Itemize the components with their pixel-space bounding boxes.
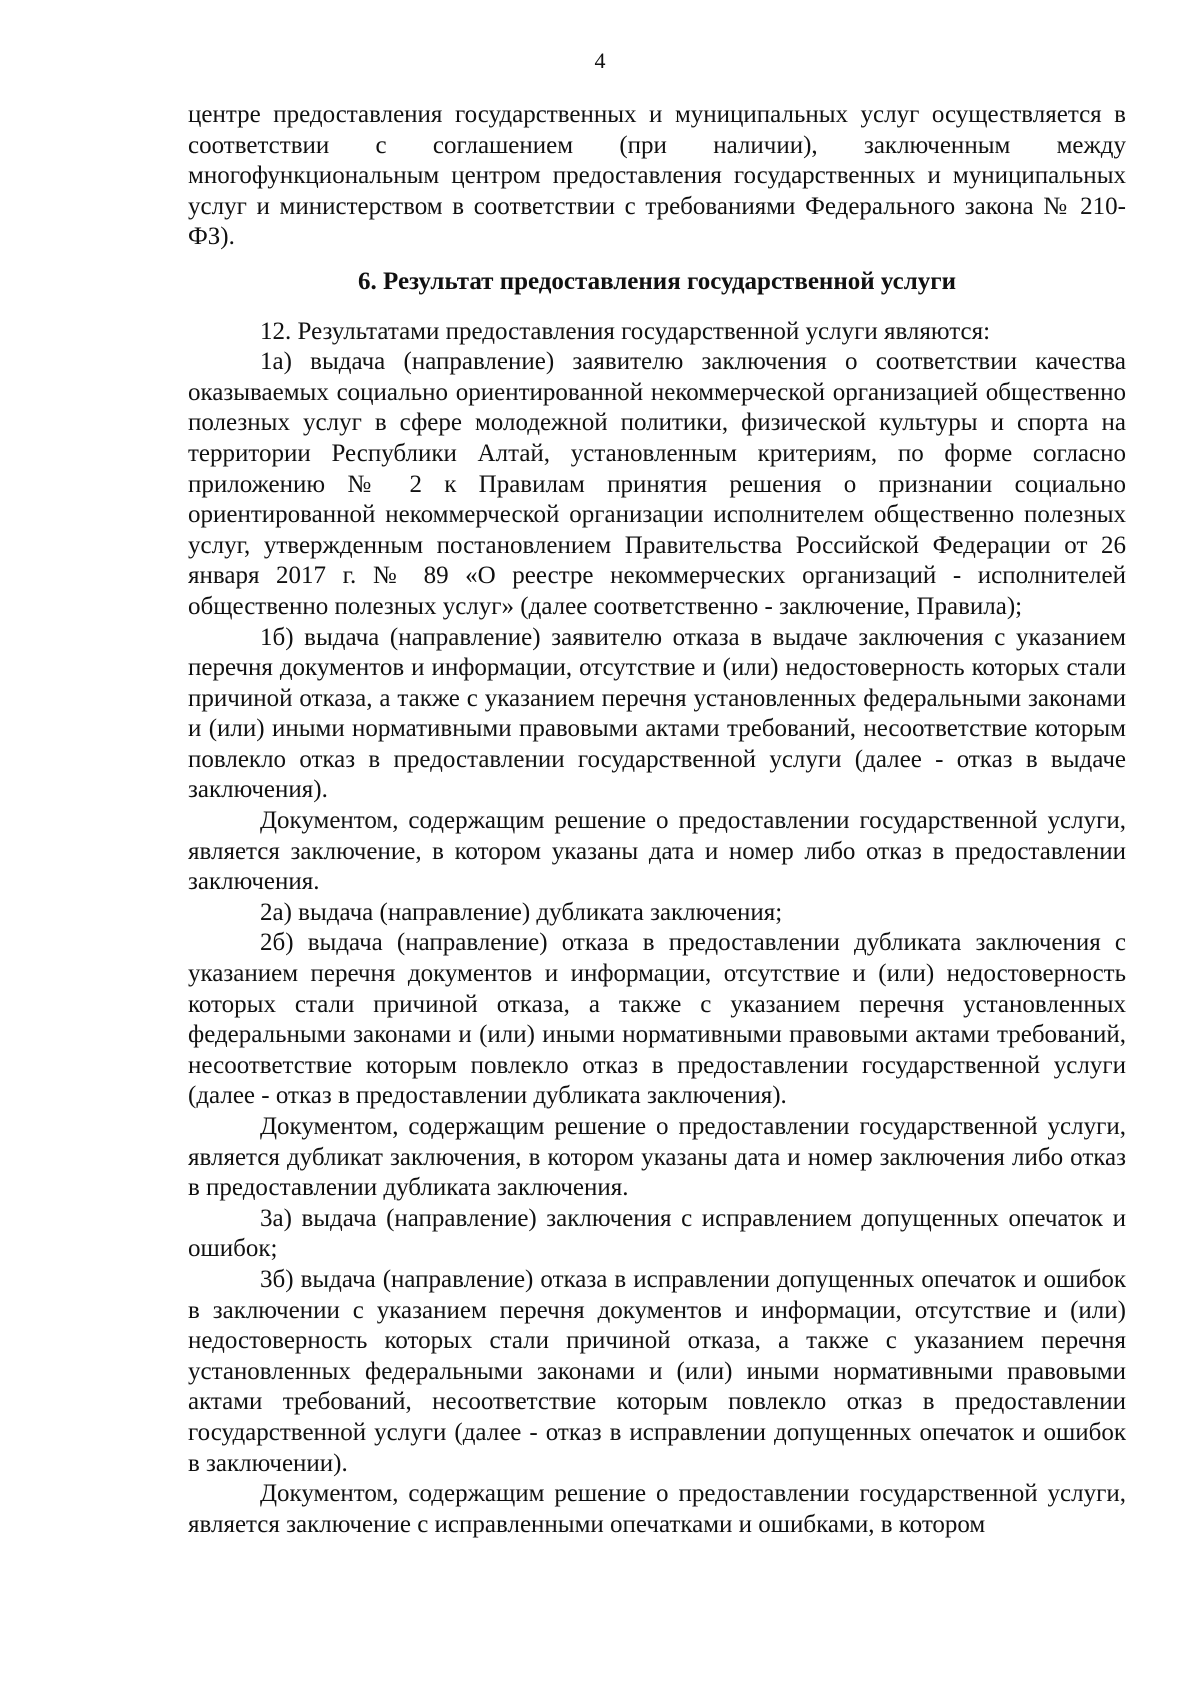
- paragraph-item-1a: 1а) выдача (направление) заявителю заключения о соответствии качества оказываемых социально ориентированной некоммерческой организацией общественно полезных услуг в сфере молодежной политики, физической культуры и спорта на территории Республики Алтай, установленным критериям, по форме согласно приложению № 2 к Правилам принятия решения о признании социально ориентированной некоммерческой организации исполнителем общественно полезных услуг, утвержденным постановлением Правительства Российской Федерации от 26 января 2017 г. № 89 «О реестре некоммерческих организаций - исполнителей общественно полезных услуг» (далее соответственно - заключение, Правила);: [188, 348, 1126, 620]
- paragraph-document-3: Документом, содержащим решение о предоставлении государственной услуги, является заключение с исправленными опечатками и ошибками, в котором: [188, 1480, 1126, 1538]
- paragraph-item-1b: 1б) выдача (направление) заявителю отказа в выдаче заключения с указанием перечня документов и информации, отсутствие и (или) недостоверность которых стали причиной отказа, а также с указанием перечня установленных федеральными законами и (или) иными нормативными правовыми актами требований, несоответствие которым повлекло отказ в предоставлении государственной услуги (далее - отказ в выдаче заключения).: [188, 623, 1126, 804]
- paragraph-document-2: Документом, содержащим решение о предоставлении государственной услуги, является дубликат заключения, в котором указаны дата и номер заключения либо отказ в предоставлении дубликата заключения.: [188, 1113, 1126, 1202]
- section-heading: 6. Результат предоставления государственной услуги: [358, 267, 956, 295]
- paragraph-item-2b: 2б) выдача (направление) отказа в предоставлении дубликата заключения с указанием перечня документов и информации, отсутствие и (или) недостоверность которых стали причиной отказа, а также с указанием перечня установленных федеральными законами и (или) иными нормативными правовыми актами требований, несоответствие которым повлекло отказ в предоставлении государственной услуги (далее - отказ в предоставлении дубликата заключения).: [188, 929, 1126, 1110]
- page-number: 4: [594, 48, 606, 73]
- paragraph-continuation: центре предоставления государственных и муниципальных услуг осуществляется в соответствии с соглашением (при наличии), заключенным между многофункциональным центром предоставления государственных и муниципальных услуг и министерством в соответствии с требованиями Федерального закона № 210-ФЗ).: [188, 101, 1126, 251]
- document-body: [188, 100, 1126, 1540]
- paragraph-item-3a: 3а) выдача (направление) заключения с исправлением допущенных опечаток и ошибок;: [188, 1204, 1126, 1263]
- paragraph-item-2a: 2а) выдача (направление) дубликата заключения;: [260, 898, 783, 926]
- paragraph-item-12: 12. Результатами предоставления государственной услуги являются:: [260, 317, 991, 345]
- paragraph-item-3b: 3б) выдача (направление) отказа в исправлении допущенных опечаток и ошибок в заключении с указанием перечня документов и информации, отсутствие и (или) недостоверность которых стали причиной отказа, а также с указанием перечня установленных федеральными законами и (или) иными нормативными правовыми актами требований, несоответствие которым повлекло отказ в предоставлении государственной услуги (далее - отказ в исправлении допущенных опечаток и ошибок в заключении).: [188, 1265, 1126, 1477]
- paragraph-document-1: Документом, содержащим решение о предоставлении государственной услуги, является заключение, в котором указаны дата и номер либо отказ в предоставлении заключения.: [188, 807, 1126, 896]
